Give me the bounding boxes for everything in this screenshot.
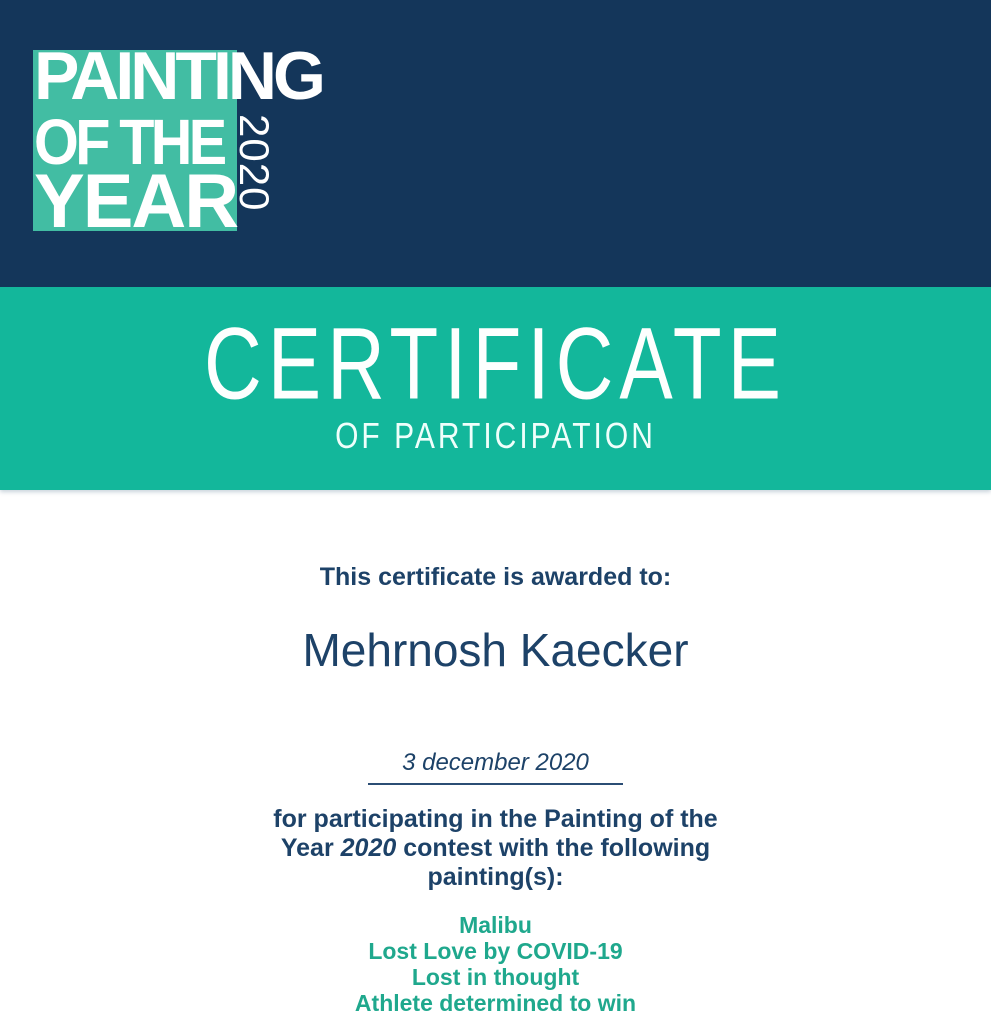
certificate-body — [0, 490, 991, 1016]
award-date: 3 december 2020 — [368, 749, 623, 786]
painting-title: Malibu — [459, 912, 532, 939]
logo-word-painting: PAINTING — [34, 38, 322, 114]
awarded-to-label: This certificate is awarded to: — [319, 563, 672, 591]
painting-of-the-year-logo — [0, 0, 991, 287]
statement-suffix: contest with the following painting(s): — [396, 834, 711, 892]
date-section — [0, 749, 991, 786]
participation-statement — [246, 805, 746, 892]
logo-word-of-the: OF THE — [34, 106, 224, 178]
logo-year-vertical: 2020 — [231, 114, 278, 212]
certificate-title: CERTIFICATE — [203, 306, 788, 421]
painting-title: Lost in thought — [411, 964, 580, 991]
statement-prefix: for participating in the Painting of the Year — [273, 805, 718, 863]
paintings-list — [0, 912, 991, 1016]
logo-word-year: YEAR — [34, 159, 238, 244]
certificate-band — [0, 287, 991, 490]
header-banner — [0, 0, 991, 287]
statement-year: 2020 — [340, 834, 397, 863]
recipient-name: Mehrnosh Kaecker — [302, 624, 689, 676]
painting-title: Athlete determined to win — [354, 990, 637, 1017]
painting-title: Lost Love by COVID-19 — [368, 938, 623, 965]
certificate-subtitle: OF PARTICIPATION — [335, 417, 656, 457]
